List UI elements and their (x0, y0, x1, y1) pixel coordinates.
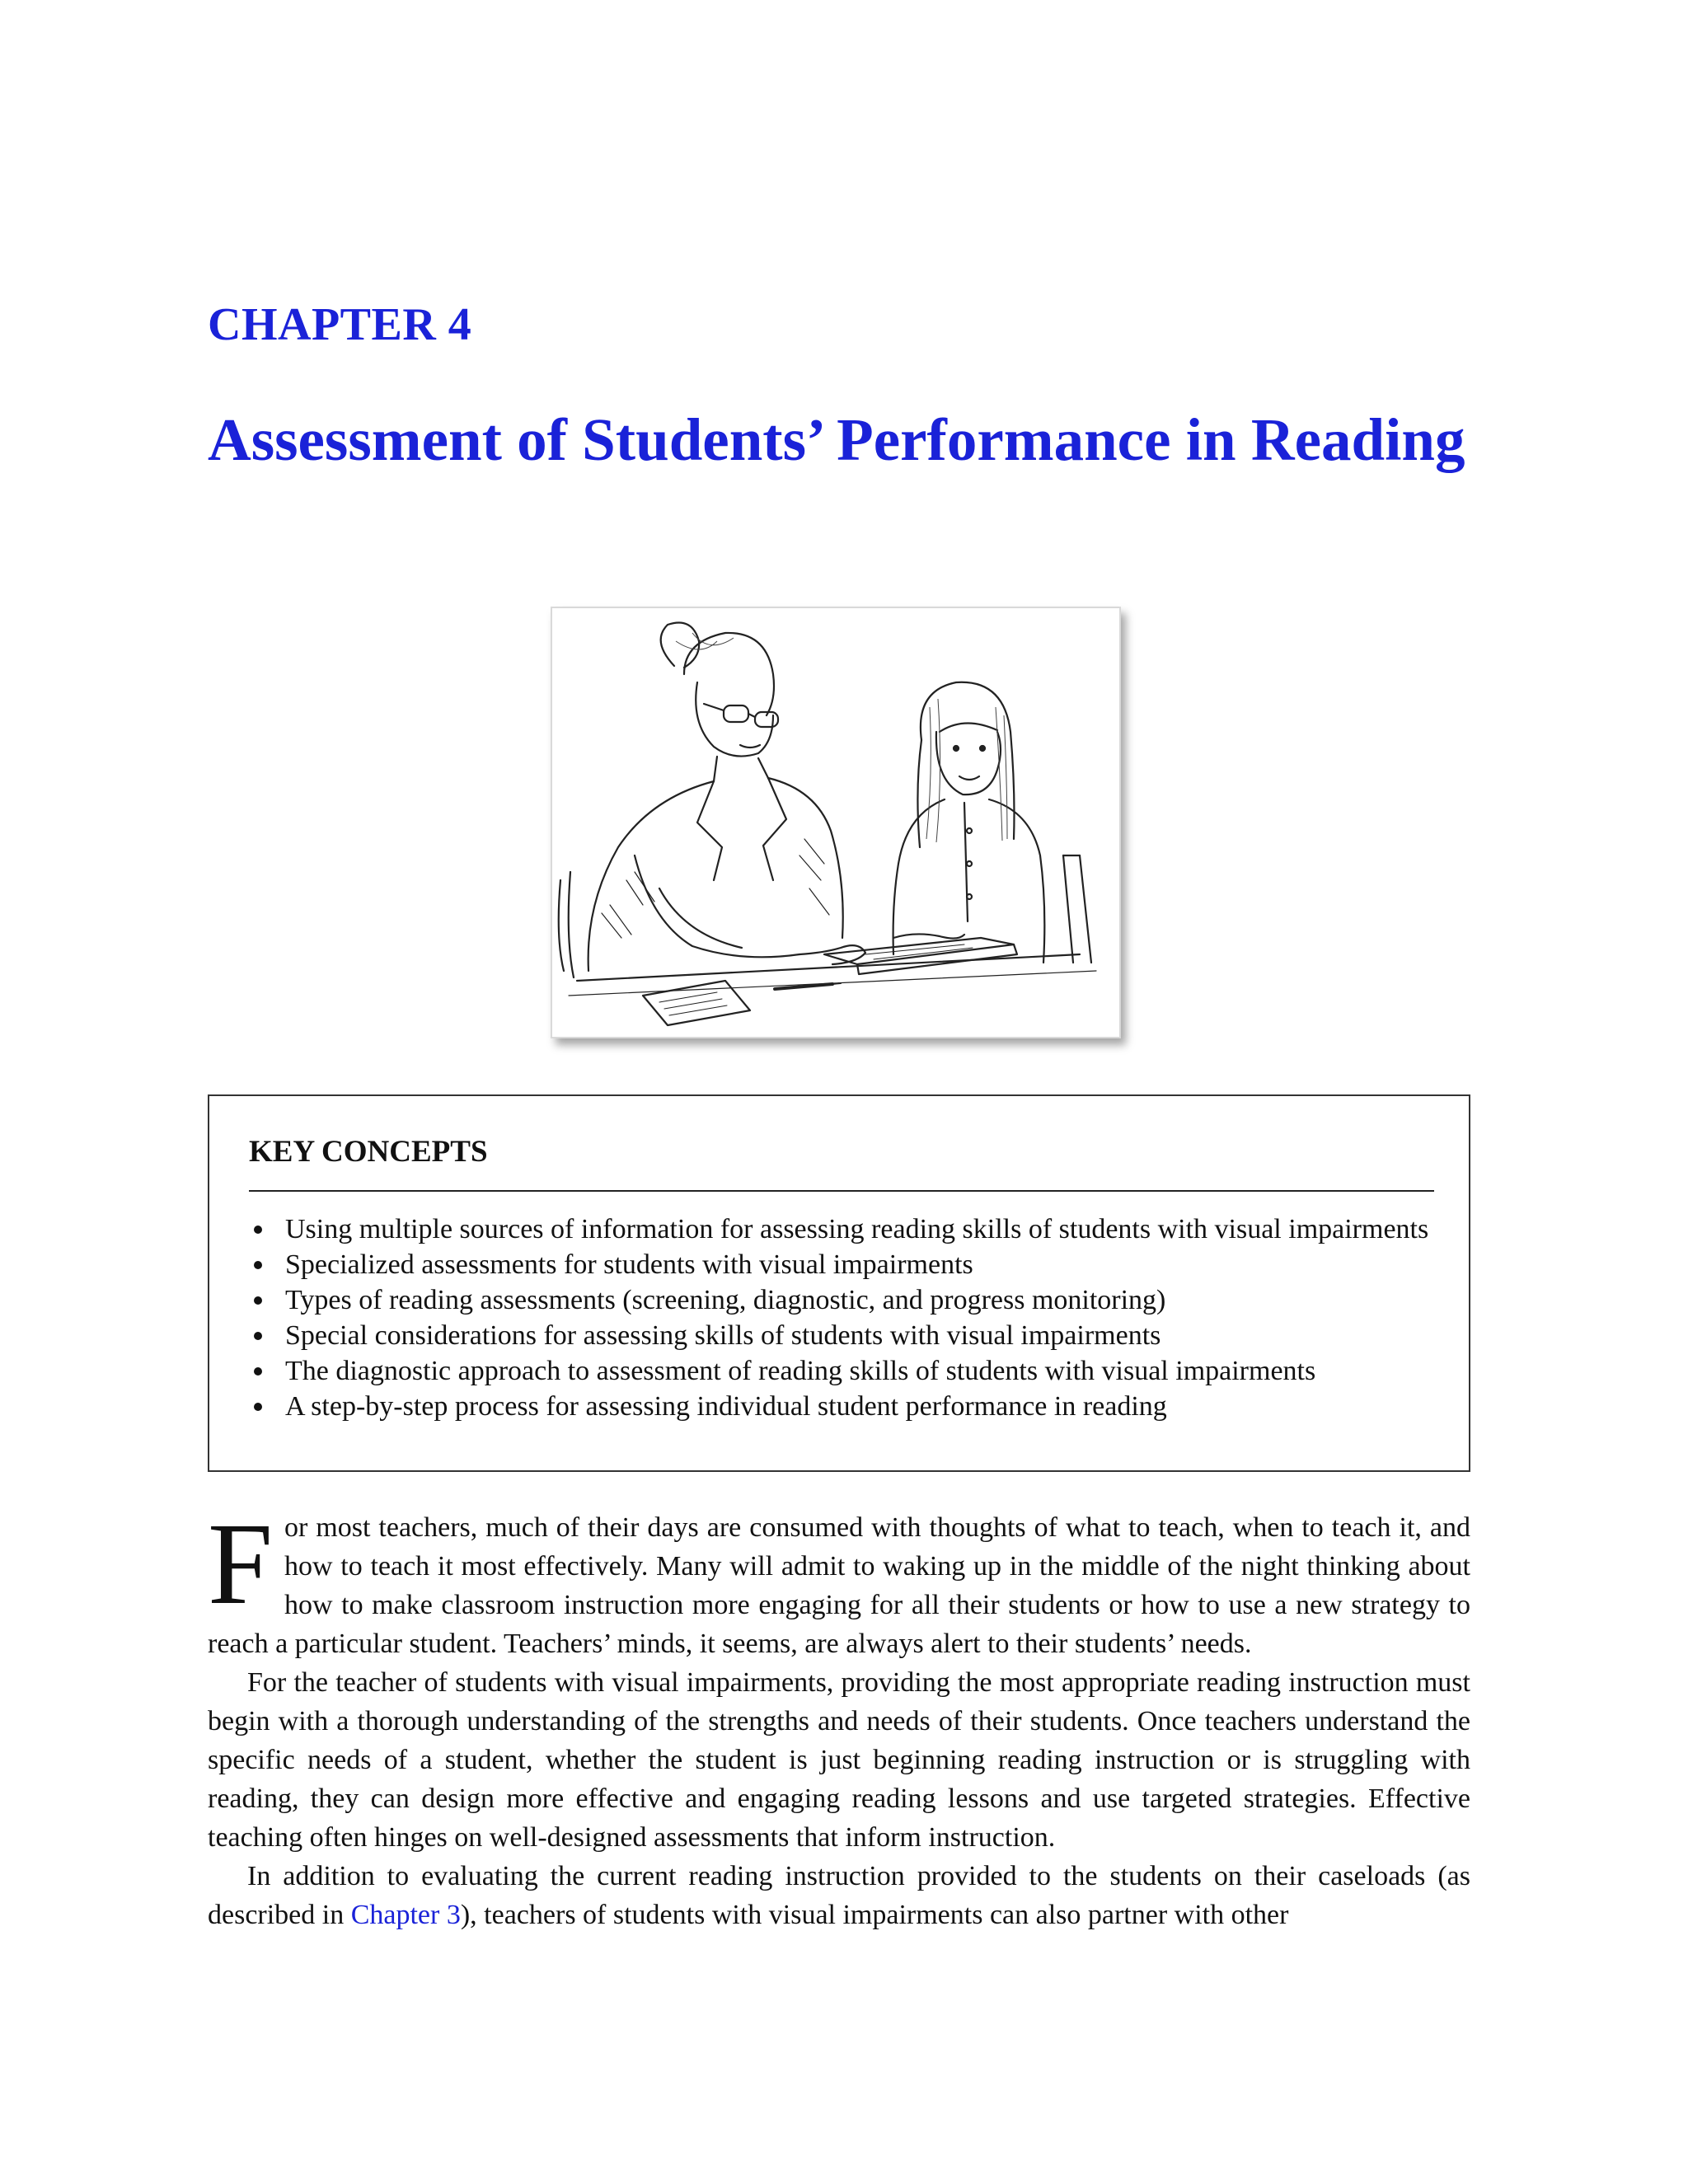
key-concepts-heading: KEY CONCEPTS (249, 1135, 488, 1169)
body-text (208, 1498, 1470, 1934)
paragraph-1-text: or most teachers, much of their days are consumed with thoughts of what to teach, when to teach it, and how to teach it most effectively. Many will admit to waking up in the middle of the night thinking about how to make classroom instruction more engaging for all their students or how to use a new strategy to reach a particular student. Teachers’ minds, it seems, are always alert to their students’ needs. (208, 1512, 1470, 1659)
chapter-3-link[interactable]: Chapter 3 (350, 1900, 461, 1930)
list-item: The diagnostic approach to assessment of reading skills of students with visual impairments (267, 1353, 1437, 1389)
list-item: Specialized assessments for students with visual impairments (267, 1247, 1437, 1282)
paragraph-3-text-before: In addition to evaluating the current reading instruction provided to the students on their caseloads (as described in (208, 1861, 1470, 1930)
list-item: Types of reading assessments (screening, diagnostic, and progress monitoring) (267, 1282, 1437, 1318)
list-item: Special considerations for assessing skills of students with visual impairments (267, 1318, 1437, 1353)
key-concepts-list (267, 1212, 1437, 1424)
chapter-title: Assessment of Students’ Performance in Reading (208, 406, 1465, 473)
list-item: Using multiple sources of information for assessing reading skills of students with visual impairments (267, 1212, 1437, 1247)
paragraph-3 (208, 1857, 1470, 1934)
drop-cap: F (208, 1498, 273, 1629)
teacher-student-illustration (551, 607, 1121, 1038)
key-concepts-box (208, 1094, 1470, 1472)
paragraph-1 (208, 1498, 1470, 1663)
paragraph-3-text-after: ), teachers of students with visual impairments can also partner with other (460, 1900, 1289, 1930)
list-item: A step-by-step process for assessing individual student performance in reading (267, 1389, 1437, 1424)
paragraph-2: For the teacher of students with visual impairments, providing the most appropriate reading instruction must begin with a thorough understanding of the strengths and needs of their students. Once teachers understand the specific needs of a student, whether the student is just beginning reading instruction or is struggling with reading, they can design more effective and engaging reading lessons and use targeted strategies. Effective teaching often hinges on well-designed assessments that inform instruction. (208, 1667, 1470, 1853)
chapter-label: CHAPTER 4 (208, 299, 472, 350)
key-concepts-divider (249, 1190, 1434, 1192)
